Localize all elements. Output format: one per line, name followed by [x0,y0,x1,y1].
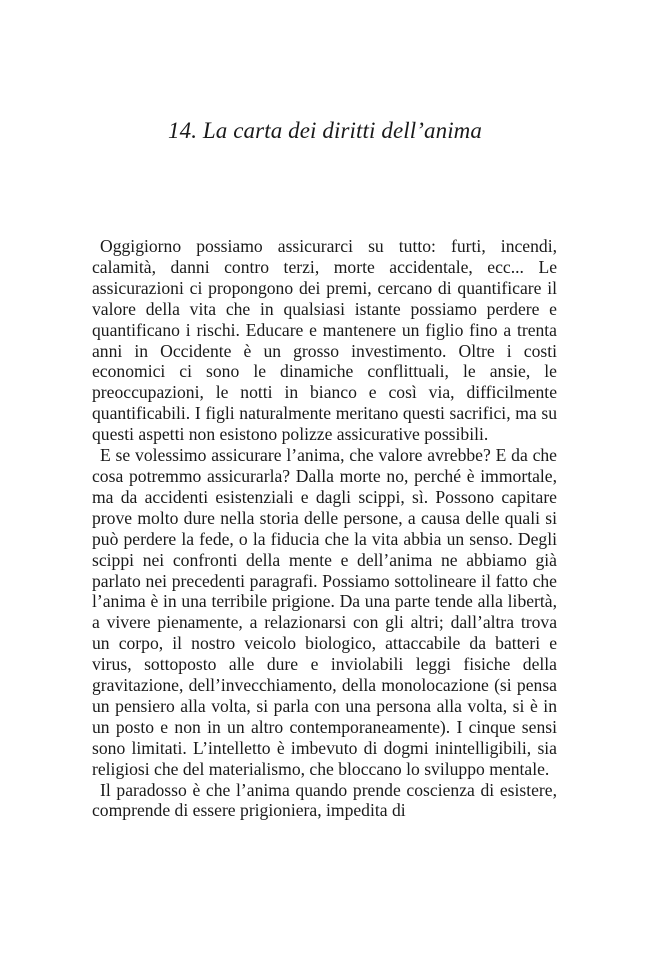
chapter-title: 14. La carta dei diritti dell’anima [168,118,482,143]
paragraph: Il paradosso è che l’anima quando prende coscienza di esistere, comprende di essere prigioniera, impedita di [92,779,557,821]
paragraph: E se volessimo assicurare l’anima, che valore avrebbe? E da che cosa potremmo assicurarla? Dalla morte no, perché è immortale, ma da accidenti esistenziali e dagli scippi, sì. Possono capitare prove molto dure nella storia delle persone, a causa delle quali si può perdere la fede, o la fiducia che la vita abbia un senso. Degli scippi nei confronti della mente e dell’anima ne abbiamo già parlato nei precedenti paragrafi. Possiamo sottolineare il fatto che l’anima è in una terribile prigione. Da una parte tende alla libertà, a vivere pienamente, a relazionarsi con gli altri; dall’altra trova un corpo, il nostro veicolo biologico, attaccabile da batteri e virus, sottoposto alle dure e inviolabili leggi fisiche della gravitazione, dell’invecchiamento, della monolocazione (si pensa un pensiero alla volta, si parla con una persona alla volta, si è in un posto e non in un altro contemporaneamente). I cinque sensi sono limitati. L’intelletto è imbevuto di dogmi inintelligibili, sia religiosi che del materialismo, che bloccano lo sviluppo mentale. [92,445,557,779]
paragraph: Oggigiorno possiamo assicurarci su tutto: furti, incendi, calamità, danni contro terzi, morte accidentale, ecc... Le assicurazioni ci propongono dei premi, cercano di quantificare il valore della vita che in qualsiasi istante possiamo perdere e quantificano i rischi. Educare e mantenere un figlio fino a trenta anni in Occidente è un grosso investimento. Oltre i costi economici ci sono le dinamiche conflittuali, le ansie, le preoccupazioni, le notti in bianco e così via, difficilmente quantificabili. I figli naturalmente meritano questi sacrifici, ma su questi aspetti non esistono polizze assicurative possibili. [92,236,557,445]
chapter-body [92,236,557,821]
